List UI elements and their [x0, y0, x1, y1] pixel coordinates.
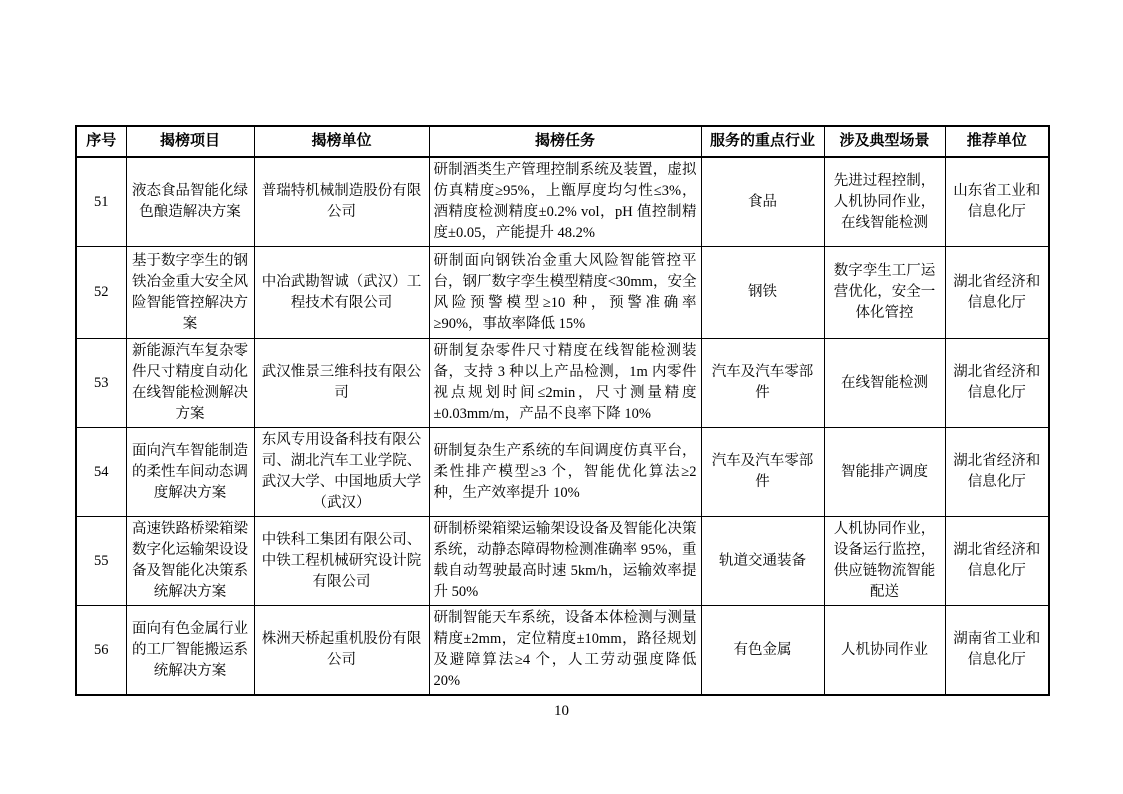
cell-unit: 中铁科工集团有限公司、中铁工程机械研究设计院有限公司 — [254, 517, 429, 606]
cell-industry: 汽车及汽车零部件 — [701, 428, 824, 517]
cell-project: 面向汽车智能制造的柔性车间动态调度解决方案 — [126, 428, 254, 517]
cell-task: 研制智能天车系统，设备本体检测与测量精度±2mm，定位精度±10mm，路径规划及避障算法≥4 个，人工劳动强度降低 20% — [429, 606, 701, 696]
cell-task: 研制酒类生产管理控制系统及装置，虚拟仿真精度≥95%，上甑厚度均匀性≤3%，酒精度检测精度±0.2% vol，pH 值控制精度±0.05，产能提升 48.2% — [429, 157, 701, 247]
table-row — [76, 247, 1049, 339]
table-header-row — [76, 126, 1049, 157]
cell-recommender: 湖北省经济和信息化厅 — [945, 428, 1049, 517]
header-cell-no: 序号 — [76, 126, 126, 157]
cell-no: 55 — [76, 517, 126, 606]
page-number: 10 — [554, 703, 569, 719]
cell-no: 52 — [76, 247, 126, 339]
cell-project: 基于数字孪生的钢铁冶金重大安全风险智能管控解决方案 — [126, 247, 254, 339]
cell-task: 研制面向钢铁冶金重大风险智能管控平台，钢厂数字孪生模型精度<30mm，安全风险预警模型≥10 种，预警准确率≥90%，事故率降低 15% — [429, 247, 701, 339]
cell-scenario: 先进过程控制，人机协同作业，在线智能检测 — [824, 157, 945, 247]
cell-scenario: 人机协同作业，设备运行监控，供应链物流智能配送 — [824, 517, 945, 606]
header-cell-recommender: 推荐单位 — [945, 126, 1049, 157]
header-cell-industry: 服务的重点行业 — [701, 126, 824, 157]
header-cell-scenario: 涉及典型场景 — [824, 126, 945, 157]
header-cell-project: 揭榜项目 — [126, 126, 254, 157]
cell-industry: 钢铁 — [701, 247, 824, 339]
cell-industry: 轨道交通装备 — [701, 517, 824, 606]
cell-scenario: 智能排产调度 — [824, 428, 945, 517]
cell-unit: 东风专用设备科技有限公司、湖北汽车工业学院、武汉大学、中国地质大学（武汉） — [254, 428, 429, 517]
cell-no: 54 — [76, 428, 126, 517]
cell-unit: 株洲天桥起重机股份有限公司 — [254, 606, 429, 696]
table-row — [76, 606, 1049, 696]
cell-task: 研制复杂零件尺寸精度在线智能检测装备，支持 3 种以上产品检测，1m 内零件视点规划时间≤2min，尺寸测量精度±0.03mm/m，产品不良率下降 10% — [429, 339, 701, 428]
cell-scenario: 人机协同作业 — [824, 606, 945, 696]
cell-industry: 有色金属 — [701, 606, 824, 696]
cell-project: 面向有色金属行业的工厂智能搬运系统解决方案 — [126, 606, 254, 696]
header-cell-unit: 揭榜单位 — [254, 126, 429, 157]
table-row — [76, 428, 1049, 517]
cell-recommender: 湖北省经济和信息化厅 — [945, 247, 1049, 339]
cell-no: 51 — [76, 157, 126, 247]
cell-task: 研制桥梁箱梁运输架设设备及智能化决策系统，动静态障碍物检测准确率 95%，重载自动驾驶最高时速 5km/h，运输效率提升 50% — [429, 517, 701, 606]
cell-industry: 食品 — [701, 157, 824, 247]
cell-unit: 中冶武勘智诚（武汉）工程技术有限公司 — [254, 247, 429, 339]
cell-recommender: 山东省工业和信息化厅 — [945, 157, 1049, 247]
cell-project: 液态食品智能化绿色酿造解决方案 — [126, 157, 254, 247]
cell-recommender: 湖南省工业和信息化厅 — [945, 606, 1049, 696]
cell-no: 56 — [76, 606, 126, 696]
cell-project: 新能源汽车复杂零件尺寸精度自动化在线智能检测解决方案 — [126, 339, 254, 428]
cell-task: 研制复杂生产系统的车间调度仿真平台，柔性排产模型≥3 个，智能优化算法≥2 种，生产效率提升 10% — [429, 428, 701, 517]
cell-recommender: 湖北省经济和信息化厅 — [945, 517, 1049, 606]
cell-recommender: 湖北省经济和信息化厅 — [945, 339, 1049, 428]
table-row — [76, 517, 1049, 606]
table-row — [76, 157, 1049, 247]
cell-unit: 武汉惟景三维科技有限公司 — [254, 339, 429, 428]
cell-scenario: 在线智能检测 — [824, 339, 945, 428]
cell-project: 高速铁路桥梁箱梁数字化运输架设设备及智能化决策系统解决方案 — [126, 517, 254, 606]
table-row — [76, 339, 1049, 428]
cell-scenario: 数字孪生工厂运营优化，安全一体化管控 — [824, 247, 945, 339]
project-list-table — [75, 125, 1050, 696]
cell-unit: 普瑞特机械制造股份有限公司 — [254, 157, 429, 247]
header-cell-task: 揭榜任务 — [429, 126, 701, 157]
cell-no: 53 — [76, 339, 126, 428]
cell-industry: 汽车及汽车零部件 — [701, 339, 824, 428]
